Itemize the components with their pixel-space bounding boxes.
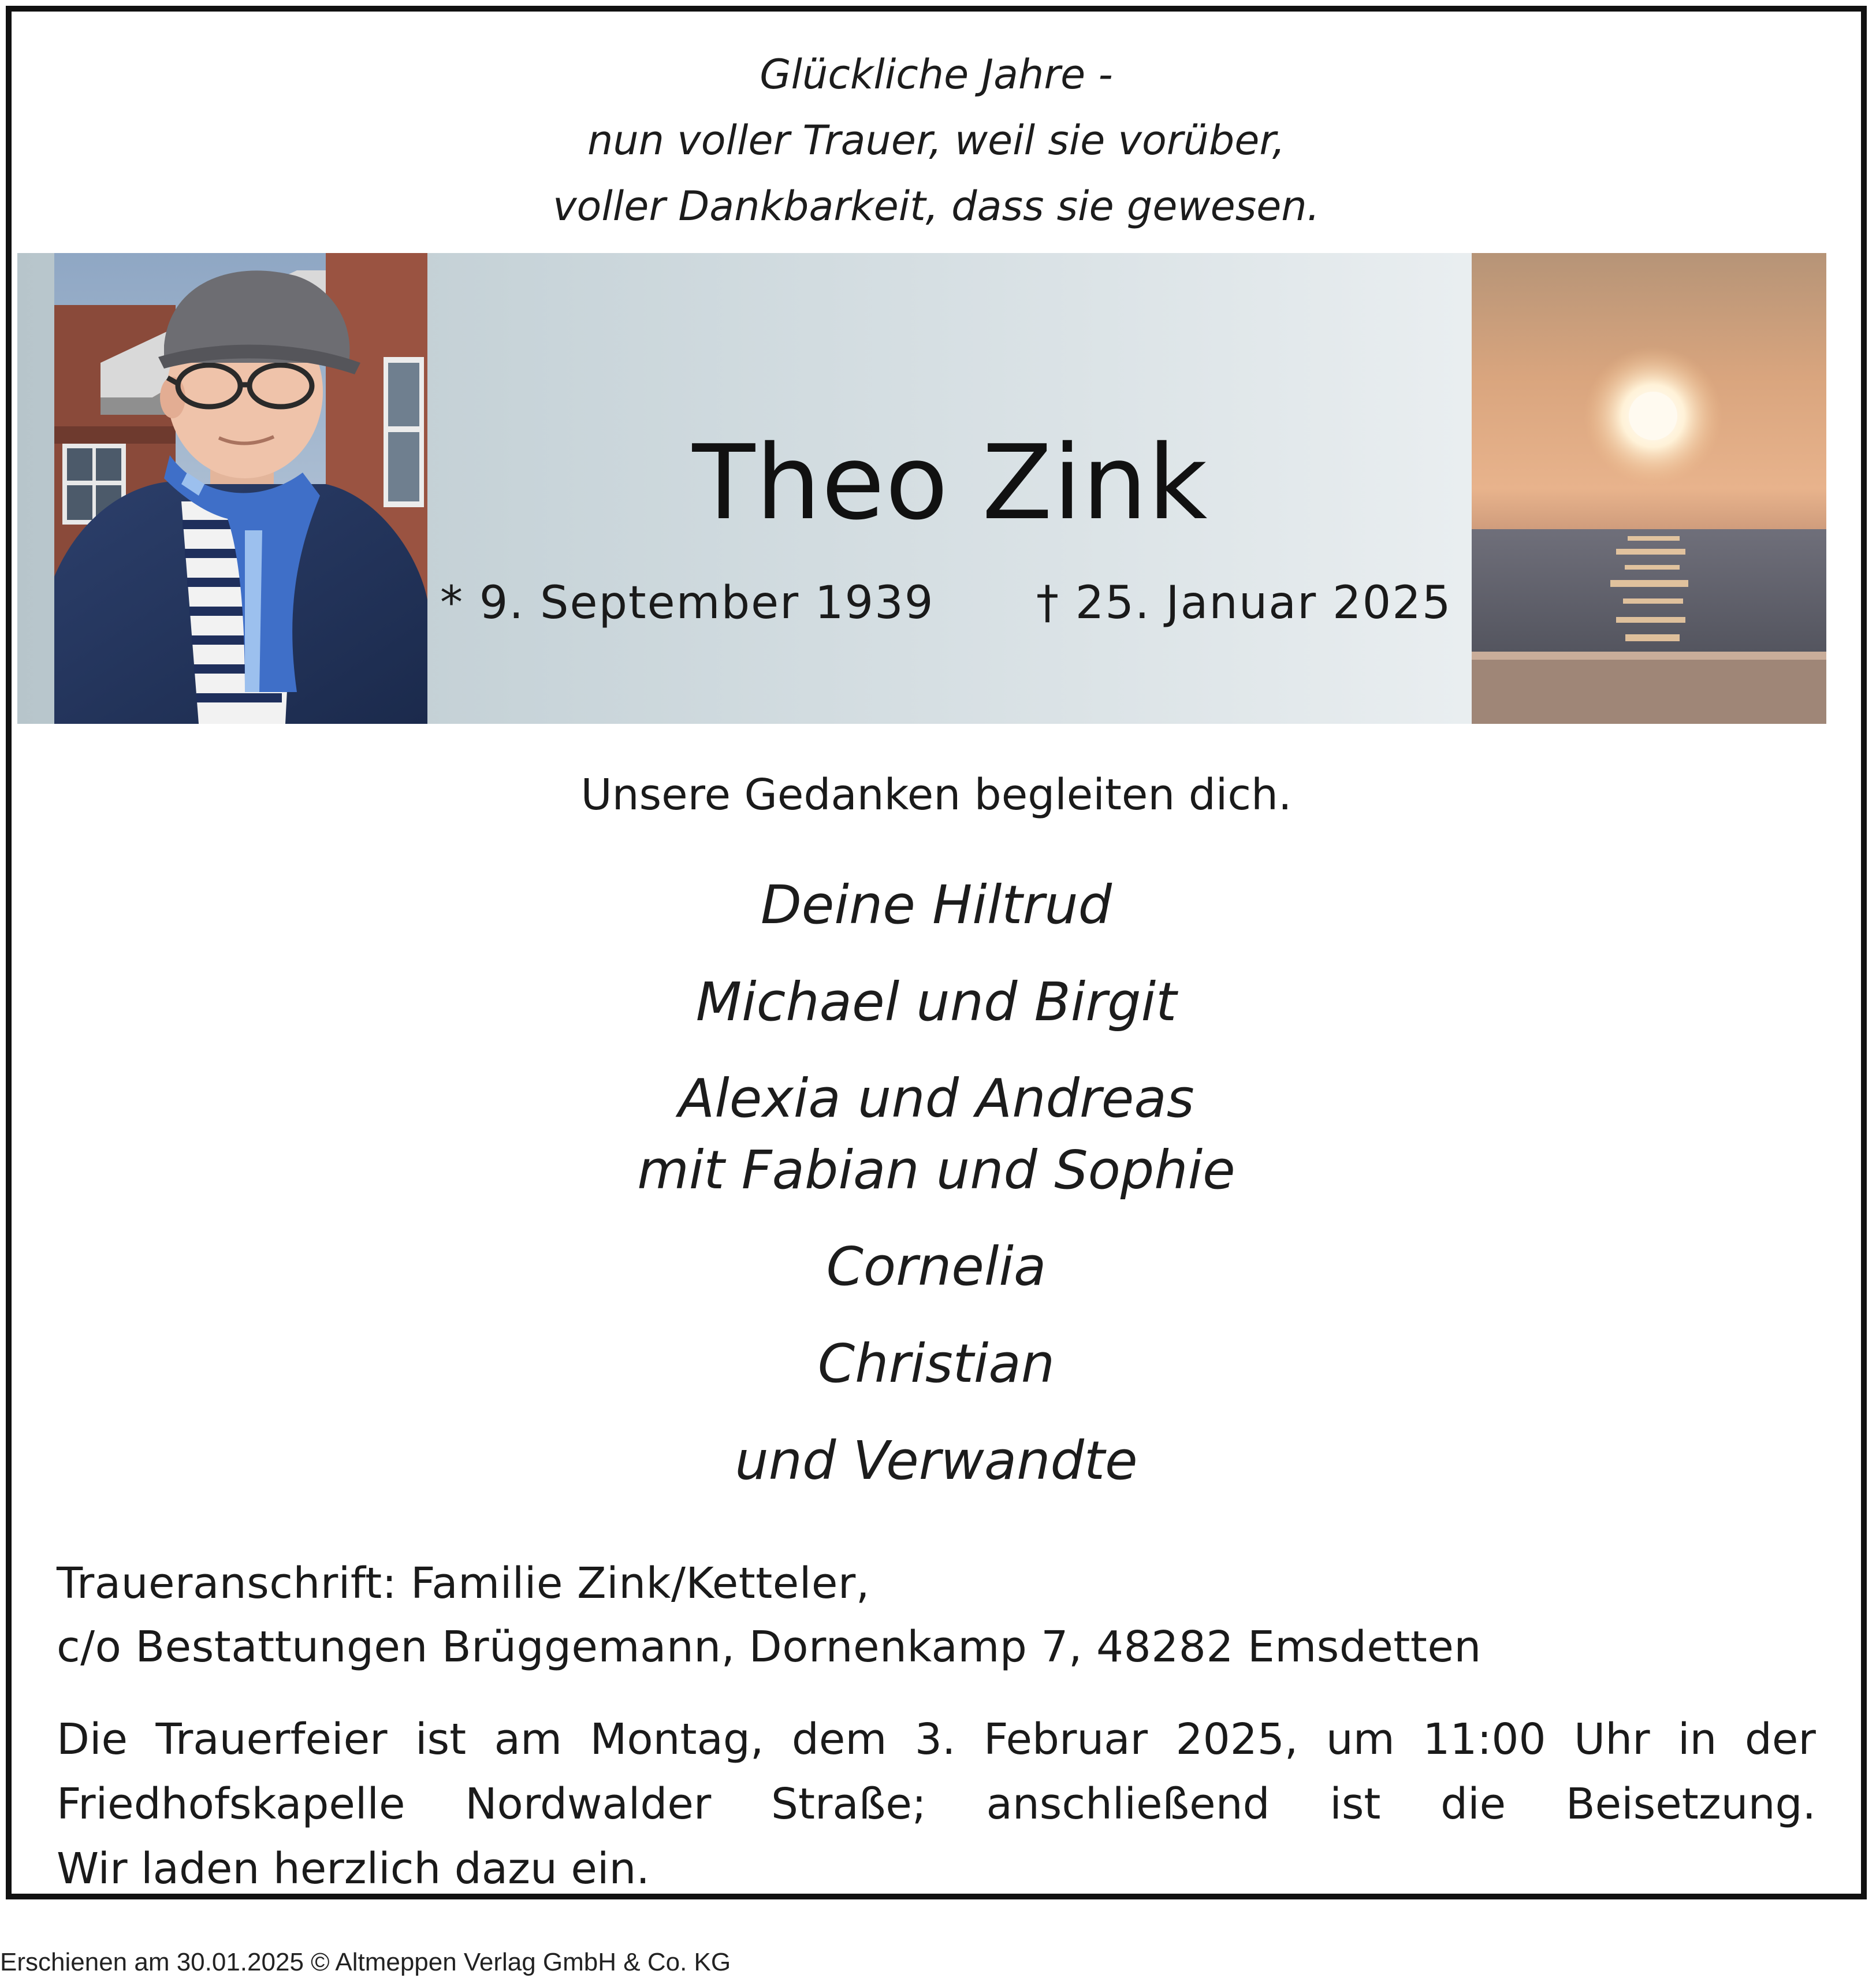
thoughts-line: Unsere Gedanken begleiten dich. [580, 770, 1292, 820]
ceremony-notice [57, 1707, 1816, 1901]
mourner-name: Michael und Birgit [695, 971, 1177, 1033]
word: Montag, [590, 1715, 764, 1764]
word: Friedhofskapelle [57, 1779, 405, 1829]
word: Die [57, 1715, 128, 1764]
word: Straße; [770, 1779, 926, 1829]
poem-line: nun voller Trauer, weil sie vorüber, [587, 117, 1286, 164]
word: 3. [914, 1715, 956, 1764]
word: Trauerfeier [155, 1715, 388, 1764]
word: 2025, [1175, 1715, 1298, 1764]
poem [12, 42, 1861, 239]
ceremony-line [57, 1772, 1816, 1836]
ceremony-line [57, 1707, 1816, 1772]
birth-date: * 9. September 1939 [440, 577, 935, 629]
poem-line: voller Dankbarkeit, dass sie gewesen. [553, 183, 1320, 230]
obituary-frame [6, 6, 1867, 1899]
publication-footer: Erschienen am 30.01.2025 © Altmeppen Verlag GmbH & Co. KG [0, 1948, 731, 1976]
name-banner [17, 253, 1819, 724]
mourner-name: Christian [817, 1333, 1055, 1395]
word: in [1677, 1715, 1717, 1764]
word: dem [791, 1715, 887, 1764]
poem-line: Glückliche Jahre - [760, 51, 1113, 98]
mourner-name: Cornelia [826, 1236, 1047, 1297]
word: Februar [983, 1715, 1148, 1764]
word: anschließend [986, 1779, 1270, 1829]
portrait-photo [54, 253, 427, 724]
mourning-address [57, 1552, 1482, 1679]
mourner-name: Deine Hiltrud [760, 874, 1112, 936]
word: Uhr [1574, 1715, 1650, 1764]
address-line: Traueranschrift: Familie Zink/Ketteler, [57, 1559, 870, 1608]
word: ist [1330, 1779, 1381, 1829]
mourner-name: mit Fabian und Sophie [637, 1139, 1235, 1201]
mourner-name: und Verwandte [735, 1430, 1138, 1492]
word: der [1744, 1715, 1816, 1764]
death-date: † 25. Januar 2025 [1036, 577, 1452, 629]
word: 11:00 [1423, 1715, 1546, 1764]
deceased-name: Theo Zink [692, 423, 1208, 542]
word: am [494, 1715, 563, 1764]
word: um [1326, 1715, 1395, 1764]
word: die [1440, 1779, 1506, 1829]
mourner-name: Alexia und Andreas [678, 1068, 1194, 1129]
ceremony-line: Wir laden herzlich dazu ein. [57, 1844, 650, 1894]
address-line: c/o Bestattungen Brüggemann, Dornenkamp 7, 48282 Emsdetten [57, 1622, 1482, 1672]
mourner-group [12, 1063, 1861, 1230]
word: ist [415, 1715, 467, 1764]
word: Nordwalder [465, 1779, 712, 1829]
word: Beisetzung. [1565, 1779, 1816, 1829]
sunset-photo [1472, 253, 1826, 724]
mourners-list [12, 869, 1861, 1522]
